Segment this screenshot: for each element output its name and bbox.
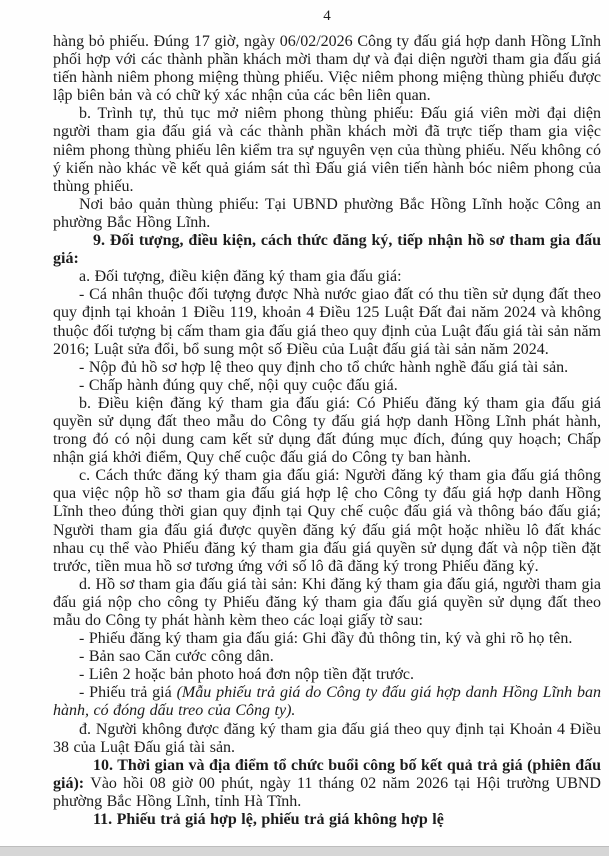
paragraph bbox=[53, 648, 601, 666]
page-content bbox=[53, 8, 601, 829]
paragraph bbox=[53, 33, 601, 105]
text-run: - Phiếu trả giá bbox=[79, 684, 177, 702]
paragraph bbox=[53, 268, 601, 286]
text-run: 10. Thời gian và địa điểm tổ chức buổi công bố kết quả trả giá (phiên đấu giá): bbox=[53, 756, 601, 792]
text-run: - Chấp hành đúng quy chế, nội quy cuộc đấu giá. bbox=[79, 376, 398, 394]
text-run: - Liên 2 hoặc bản photo hoá đơn nộp tiền đặt trước. bbox=[79, 666, 415, 684]
text-run: Nơi bảo quản thùng phiếu: Tại UBND phường Bắc Hồng Lĩnh hoặc Công an phường Bắc Hồng Lĩnh. bbox=[53, 195, 601, 231]
paragraph bbox=[53, 196, 601, 232]
paragraph bbox=[53, 630, 601, 648]
text-run: 9. Đối tượng, điều kiện, cách thức đăng ký, tiếp nhận hồ sơ tham gia đấu giá: bbox=[53, 232, 601, 268]
paragraph bbox=[53, 286, 601, 358]
text-run: hàng bỏ phiếu. Đúng 17 giờ, ngày 06/02/2026 Công ty đấu giá hợp danh Hồng Lĩnh phối hợp với các thành phần khách mời tham dự và đại diện người tham gia đấu giá tiến hành niêm phong miệng thùng phiếu. Việc niêm phong miệng thùng phiếu được lập biên bản và có chữ ký xác nhận của các bên liên quan. bbox=[53, 33, 601, 105]
paragraph bbox=[53, 467, 601, 576]
heading-paragraph bbox=[53, 757, 601, 811]
paragraph bbox=[53, 576, 601, 630]
text-run: b. Trình tự, thủ tục mở niêm phong thùng phiếu: Đấu giá viên mời đại diện người tham gia đấu giá và các thành phần khách mời đã trực tiếp tham gia việc niêm phong thùng phiếu lên kiểm tra sự nguyên vẹn của thùng phiếu. Nếu không có ý kiến nào khác về kết quả giám sát thì Đấu giá viên tiến hành bóc niêm phong của thùng phiếu. bbox=[53, 105, 601, 195]
paragraph bbox=[53, 684, 601, 720]
text-run: a. Đối tượng, điều kiện đăng ký tham gia đấu giá: bbox=[79, 268, 402, 286]
text-run: (Mẫu phiếu trả giá do Công ty đấu giá hợp danh Hồng Lĩnh ban hành, có đóng dấu treo của Công ty). bbox=[53, 684, 601, 720]
heading-paragraph bbox=[53, 811, 601, 829]
paragraph bbox=[53, 105, 601, 195]
heading-paragraph bbox=[53, 232, 601, 268]
text-run: d. Hồ sơ tham gia đấu giá tài sản: Khi đăng ký tham gia đấu giá, người tham gia đấu giá nộp cho công ty Phiếu đăng ký tham gia đấu giá quyền sử dụng đất theo mẫu do Công ty phát hành kèm theo các loại giấy tờ sau: bbox=[53, 575, 601, 629]
page-bottom-edge bbox=[0, 846, 609, 856]
document-body bbox=[53, 33, 601, 829]
paragraph bbox=[53, 377, 601, 395]
text-run: - Phiếu đăng ký tham gia đấu giá: Ghi đầy đủ thông tin, ký và ghi rõ họ tên. bbox=[79, 630, 573, 648]
text-run: - Bản sao Căn cước công dân. bbox=[79, 648, 274, 666]
text-run: - Cá nhân thuộc đối tượng được Nhà nước giao đất có thu tiền sử dụng đất theo quy định tại khoản 1 Điều 119, khoản 4 Điều 125 Luật Đất đai năm 2024 và không thuộc đối tượng bị cấm tham gia đấu giá theo quy định của Luật đấu giá tài sản năm 2016; Luật sửa đổi, bổ sung một số Điều của Luật đấu giá tài sản năm 2024. bbox=[53, 286, 601, 358]
paragraph bbox=[53, 721, 601, 757]
text-run: Vào hồi 08 giờ 00 phút, ngày 11 tháng 02 năm 2026 tại Hội trường UBND phường Bắc Hồng Lĩnh, tỉnh Hà Tĩnh. bbox=[53, 774, 601, 810]
text-run: - Nộp đủ hồ sơ hợp lệ theo quy định cho tổ chức hành nghề đấu giá tài sản. bbox=[79, 358, 569, 376]
paragraph bbox=[53, 395, 601, 467]
text-run: đ. Người không được đăng ký tham gia đấu giá theo quy định tại Khoản 4 Điều 38 của Luật Đấu giá tài sản. bbox=[53, 720, 601, 756]
paragraph bbox=[53, 666, 601, 684]
page-number: 4 bbox=[323, 8, 331, 24]
paragraph bbox=[53, 359, 601, 377]
text-run: 11. Phiếu trả giá hợp lệ, phiếu trả giá không hợp lệ bbox=[93, 811, 444, 829]
text-run: b. Điều kiện đăng ký tham gia đấu giá: Có Phiếu đăng ký tham gia đấu giá quyền sử dụng đất theo mẫu do Công ty đấu giá hợp danh Hồng Lĩnh phát hành, trong đó có nội dung cam kết sử dụng đất đúng mục đích, đúng quy hoạch; Chấp nhận giá khởi điểm, Quy chế cuộc đấu giá do Công ty ban hành. bbox=[53, 394, 601, 467]
text-run: c. Cách thức đăng ký tham gia đấu giá: Người đăng ký tham gia đấu giá thông qua việc nộp hồ sơ tham gia đấu giá hợp lệ cho Công ty đấu giá hợp danh Hồng Lĩnh theo đúng thời gian quy định tại Quy chế cuộc đấu giá và thông báo đấu giá; Người tham gia đấu giá được quyền đăng ký đấu giá một hoặc nhiều lô đất khác nhau cụ thể vào Phiếu đăng ký tham gia đấu giá quyền sử dụng đất và nộp tiền đặt trước, tiền mua hồ sơ tương ứng với số lô đã đăng ký trong Phiếu đăng ký. bbox=[53, 467, 601, 575]
